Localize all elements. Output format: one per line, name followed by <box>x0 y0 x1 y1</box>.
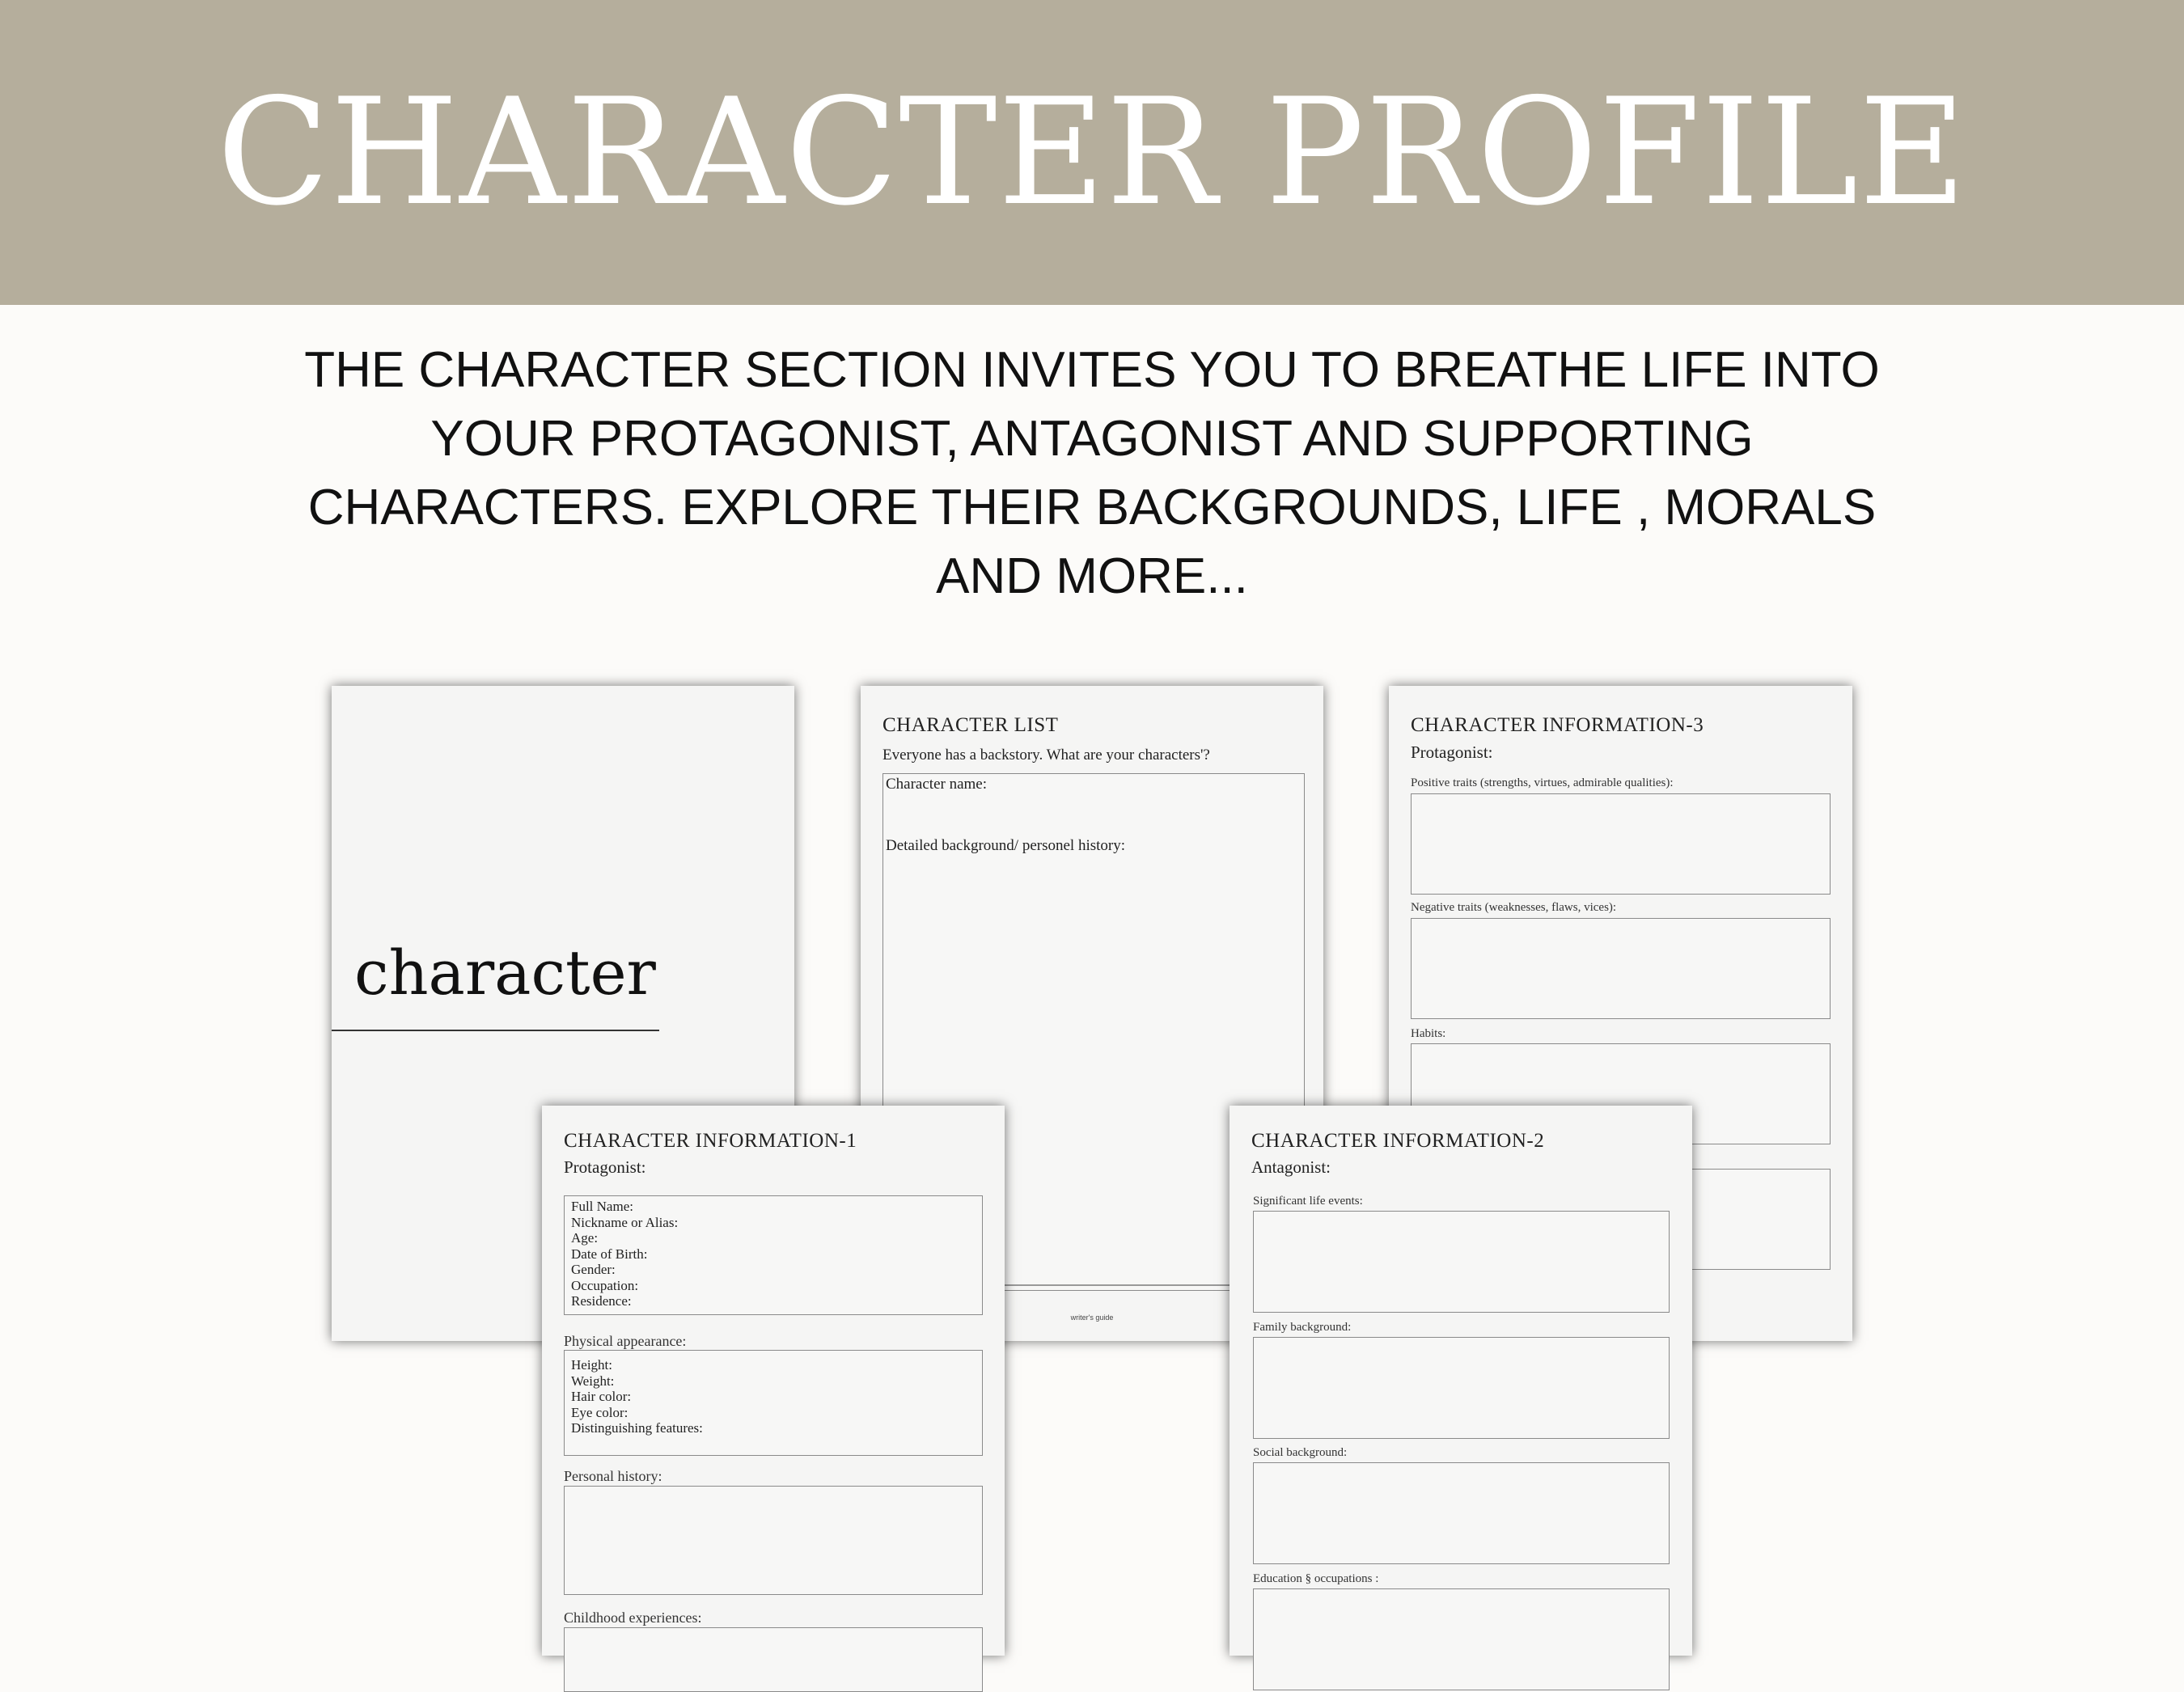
cover-underline <box>332 1030 659 1031</box>
section-label: Habits: <box>1411 1027 1446 1040</box>
history-label: Personal history: <box>564 1468 662 1484</box>
section-label: Social background: <box>1253 1446 1348 1459</box>
section-box <box>1253 1588 1670 1690</box>
physical-label: Physical appearance: <box>564 1333 687 1349</box>
field-label: Eye color: <box>571 1404 629 1420</box>
field-label: Date of Birth: <box>571 1246 648 1262</box>
field-label: Weight: <box>571 1373 615 1389</box>
info1-subtitle: Protagonist: <box>564 1157 646 1177</box>
info1-title: CHARACTER INFORMATION-1 <box>564 1130 857 1152</box>
description <box>267 336 1917 611</box>
page-title: CHARACTER PROFILE <box>217 66 1967 238</box>
section-label: Significant life events: <box>1253 1195 1363 1208</box>
list-title: CHARACTER LIST <box>882 714 1059 736</box>
description-line: YOUR PROTAGONIST, ANTAGONIST AND SUPPORTING <box>430 411 1754 467</box>
field-label: Age: <box>571 1230 599 1246</box>
section-label: Negative traits (weaknesses, flaws, vices): <box>1411 901 1617 914</box>
cover-title: character <box>354 937 656 1009</box>
childhood-box <box>564 1627 983 1692</box>
character-info-1-page <box>542 1106 1005 1656</box>
description-line: CHARACTERS. EXPLORE THEIR BACKGROUNDS, LIFE , MORALS <box>307 480 1877 535</box>
childhood-label: Childhood experiences: <box>564 1610 702 1626</box>
field-label: Nickname or Alias: <box>571 1214 679 1230</box>
section-label: Education § occupations : <box>1253 1572 1379 1585</box>
section-box <box>1253 1337 1670 1439</box>
info3-title: CHARACTER INFORMATION-3 <box>1411 714 1704 736</box>
character-info-2-page <box>1230 1106 1692 1656</box>
description-line: THE CHARACTER SECTION INVITES YOU TO BREATHE LIFE INTO <box>304 342 1880 398</box>
section-box <box>1411 918 1831 1019</box>
section-label: Family background: <box>1253 1321 1352 1334</box>
section-box <box>1253 1211 1670 1313</box>
info2-title: CHARACTER INFORMATION-2 <box>1251 1130 1545 1152</box>
field-label: Residence: <box>571 1293 632 1309</box>
background-label: Detailed background/ personel history: <box>886 837 1126 854</box>
info3-subtitle: Protagonist: <box>1411 742 1493 762</box>
field-label: Full Name: <box>571 1199 633 1214</box>
description-line: AND MORE... <box>936 548 1248 604</box>
field-label: Distinguishing features: <box>571 1420 703 1436</box>
list-subtitle: Everyone has a backstory. What are your characters'? <box>882 747 1210 764</box>
info2-subtitle: Antagonist: <box>1251 1157 1331 1177</box>
history-box <box>564 1486 983 1595</box>
header-banner <box>0 0 2184 305</box>
field-label: Height: <box>571 1357 612 1373</box>
basic-info-box <box>564 1195 983 1315</box>
field-label: Hair color: <box>571 1389 632 1404</box>
field-label: Occupation: <box>571 1277 639 1293</box>
field-label: Gender: <box>571 1262 616 1277</box>
section-box <box>1411 793 1831 895</box>
footer-mark: writer's guide <box>1070 1313 1114 1322</box>
character-name-label: Character name: <box>886 776 988 793</box>
physical-box <box>564 1350 983 1456</box>
section-box <box>1253 1462 1670 1564</box>
section-label: Positive traits (strengths, virtues, admirable qualities): <box>1411 776 1674 789</box>
